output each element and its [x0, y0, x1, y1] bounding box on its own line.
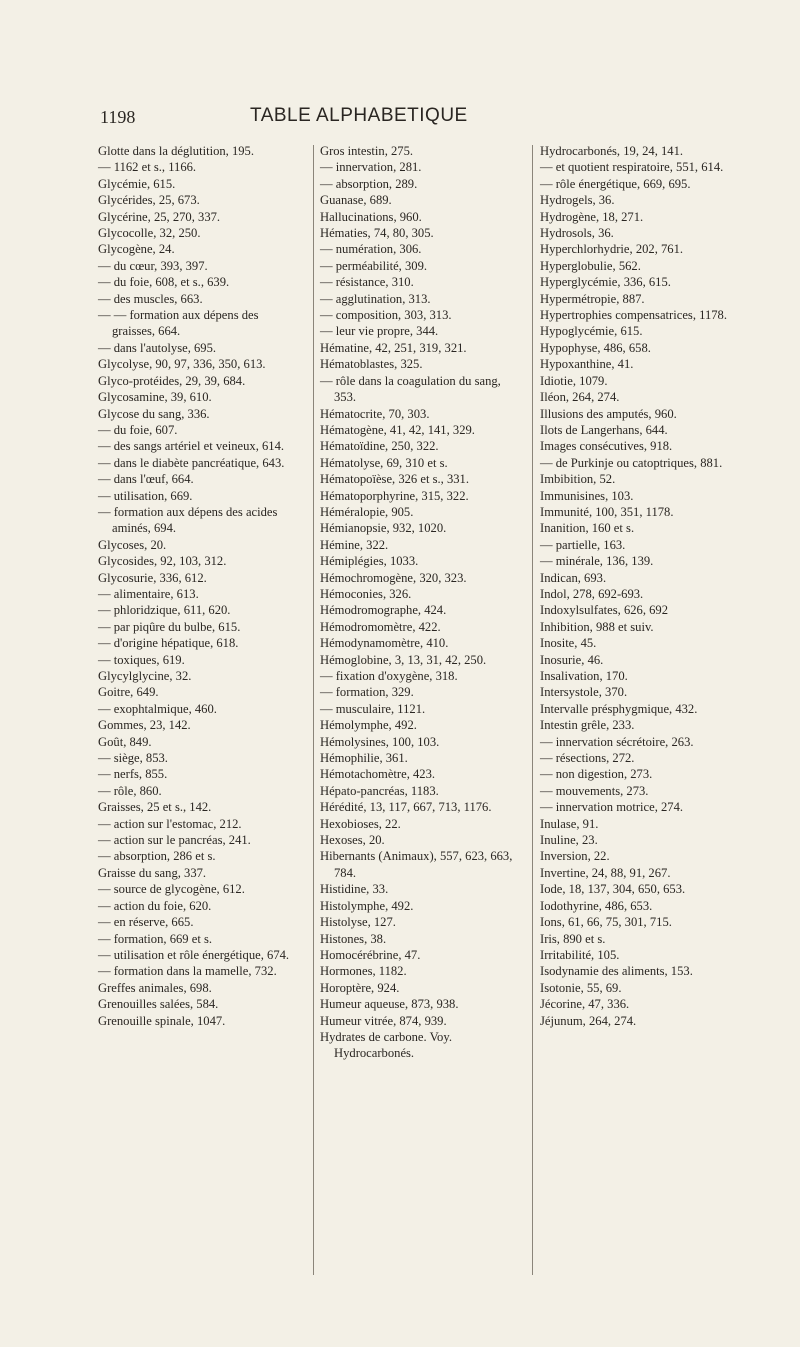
index-entry: — des sangs artériel et veineux, 614. [98, 439, 285, 454]
index-entry: Hibernants (Animaux), 557, 623, 663, 784. [320, 849, 513, 880]
index-entry: Glotte dans la déglutition, 195. [98, 144, 255, 158]
index-entry: Hyperchlorhydrie, 202, 761. [540, 242, 684, 257]
index-entry: — phloridzique, 611, 620. [98, 603, 231, 618]
index-entry: Isotonie, 55, 69. [540, 980, 622, 995]
running-title: TABLE ALPHABETIQUE [250, 105, 468, 126]
index-entry: — dans l'autolyse, 695. [98, 340, 217, 355]
index-entry: — de Purkinje ou catoptriques, 881. [540, 455, 723, 470]
index-entry: Glycosides, 92, 103, 312. [98, 554, 227, 569]
index-entry: Glycoses, 20. [98, 537, 167, 552]
index-entry: Glyco-protéides, 29, 39, 684. [98, 373, 246, 388]
index-entry: — minérale, 136, 139. [540, 554, 654, 569]
index-entry: Inosite, 45. [540, 636, 597, 651]
index-entry: Intestin grêle, 233. [540, 718, 635, 733]
index-entry: — action sur le pancréas, 241. [98, 833, 251, 848]
index-entry: Hormones, 1182. [320, 964, 407, 979]
index-entry: — rôle, 860. [98, 783, 162, 798]
index-entry: — non digestion, 273. [540, 767, 653, 782]
index-entry: — action du foie, 620. [98, 898, 212, 913]
index-entry: — des muscles, 663. [98, 291, 203, 306]
index-entry: Hématine, 42, 251, 319, 321. [320, 340, 467, 355]
index-entry: — partielle, 163. [540, 537, 626, 552]
index-entry: — résections, 272. [540, 751, 635, 766]
index-entry: Histones, 38. [320, 931, 387, 946]
index-entry: Hydrates de carbone. Voy. Hydrocarbonés. [320, 1029, 452, 1061]
index-entry: Graisses, 25 et s., 142. [98, 800, 212, 815]
index-entry: — agglutination, 313. [320, 291, 431, 306]
index-entry: — siège, 853. [98, 751, 168, 766]
index-entry: Idiotie, 1079. [540, 373, 608, 388]
index-entry: Grenouille spinale, 1047. [98, 1013, 226, 1028]
index-entry: Histolymphe, 492. [320, 898, 414, 913]
index-entry: Horoptère, 924. [320, 980, 400, 995]
index-entry: Inulase, 91. [540, 816, 599, 831]
index-entry: Hémotachomètre, 423. [320, 767, 436, 782]
index-entry: Hexobioses, 22. [320, 816, 401, 831]
index-entry: Hypophyse, 486, 658. [540, 340, 651, 355]
index-entry: Iodothyrine, 486, 653. [540, 898, 653, 913]
index-entry: Glycérides, 25, 673. [98, 193, 200, 208]
index-entry: Iléon, 264, 274. [540, 390, 620, 405]
index-entry: — et quotient respiratoire, 551, 614. [540, 160, 724, 175]
index-entry: Hématoblastes, 325. [320, 357, 423, 372]
index-column-2 [320, 143, 518, 1062]
index-entry: Imbibition, 52. [540, 472, 616, 487]
index-entry: Hémoconies, 326. [320, 586, 412, 601]
column-rule [313, 145, 314, 1275]
index-entry: Histolyse, 127. [320, 915, 396, 930]
index-entry: Hémine, 322. [320, 537, 389, 552]
index-entry: Hémianopsie, 932, 1020. [320, 521, 447, 536]
index-entry: — du foie, 608, et s., 639. [98, 275, 230, 290]
index-entry: Hémophilie, 361. [320, 751, 408, 766]
index-entry: Iris, 890 et s. [540, 931, 606, 946]
index-entry: Inhibition, 988 et suiv. [540, 619, 654, 634]
index-entry: Hypertrophies compensatrices, 1178. [540, 308, 727, 323]
index-entry: Hématolyse, 69, 310 et s. [320, 455, 448, 470]
index-entry: — 1162 et s., 1166. [98, 160, 197, 175]
index-entry: Invertine, 24, 88, 91, 267. [540, 865, 671, 880]
index-entry: — innervation sécrétoire, 263. [540, 734, 694, 749]
index-entry: Hydrogels, 36. [540, 193, 615, 208]
index-entry: Indoxylsulfates, 626, 692 [540, 603, 669, 618]
index-entry: Isodynamie des aliments, 153. [540, 964, 693, 979]
index-entry: — du cœur, 393, 397. [98, 258, 208, 273]
index-entry: Gros intestin, 275. [320, 144, 414, 158]
index-entry: — toxiques, 619. [98, 652, 185, 667]
index-entry: Immunité, 100, 351, 1178. [540, 504, 674, 519]
index-entry: Jécorine, 47, 336. [540, 997, 630, 1012]
index-column-3 [540, 143, 738, 1029]
index-entry: Hématogène, 41, 42, 141, 329. [320, 422, 475, 437]
index-entry: Irritabilité, 105. [540, 947, 620, 962]
index-entry: Glycosurie, 336, 612. [98, 570, 207, 585]
index-entry: — composition, 303, 313. [320, 308, 452, 323]
index-entry: Inosurie, 46. [540, 652, 604, 667]
index-column-1 [98, 143, 296, 1029]
index-entry: Inanition, 160 et s. [540, 521, 635, 536]
index-entry: Ilots de Langerhans, 644. [540, 422, 668, 437]
index-entry: Indol, 278, 692-693. [540, 586, 644, 601]
index-entry: Hémodromographe, 424. [320, 603, 447, 618]
index-entry: — mouvements, 273. [540, 783, 649, 798]
index-entry: Glycogène, 24. [98, 242, 175, 257]
index-entry: Hémolysines, 100, 103. [320, 734, 440, 749]
index-entry: Glycosamine, 39, 610. [98, 390, 212, 405]
index-entry: Graisse du sang, 337. [98, 865, 207, 880]
index-entry: Hydrosols, 36. [540, 226, 614, 241]
index-entry: Goût, 849. [98, 734, 152, 749]
index-entry: — rôle énergétique, 669, 695. [540, 176, 691, 191]
index-entry: Iode, 18, 137, 304, 650, 653. [540, 882, 686, 897]
index-entry: Hématopoïèse, 326 et s., 331. [320, 472, 469, 487]
index-entry: Hypoglycémie, 615. [540, 324, 643, 339]
index-entry: Hyperglobulie, 562. [540, 258, 641, 273]
index-entry: — d'origine hépatique, 618. [98, 636, 239, 651]
index-entry: — du foie, 607. [98, 422, 178, 437]
index-entry: Hémodromomètre, 422. [320, 619, 441, 634]
index-entry: Gommes, 23, 142. [98, 718, 191, 733]
index-entry: Hydrogène, 18, 271. [540, 209, 644, 224]
index-entry: Glycémie, 615. [98, 176, 176, 191]
index-entry: — exophtalmique, 460. [98, 701, 217, 716]
index-entry: Inuline, 23. [540, 833, 598, 848]
index-entry: — innervation motrice, 274. [540, 800, 684, 815]
index-entry: Hémiplégies, 1033. [320, 554, 419, 569]
index-entry: Humeur vitrée, 874, 939. [320, 1013, 447, 1028]
index-entry: Hérédité, 13, 117, 667, 713, 1176. [320, 800, 492, 815]
index-entry: Hémodynamomètre, 410. [320, 636, 449, 651]
index-entry: — rôle dans la coagulation du sang, 353. [320, 373, 501, 405]
index-entry: — formation dans la mamelle, 732. [98, 964, 277, 979]
index-entry: Hydrocarbonés, 19, 24, 141. [540, 144, 684, 158]
index-entry: — leur vie propre, 344. [320, 324, 439, 339]
index-entry: — numération, 306. [320, 242, 422, 257]
column-rule [532, 145, 533, 1275]
index-entry: — résistance, 310. [320, 275, 414, 290]
index-entry: Intervalle présphygmique, 432. [540, 701, 698, 716]
index-entry: — dans l'œuf, 664. [98, 472, 194, 487]
index-entry: Ions, 61, 66, 75, 301, 715. [540, 915, 672, 930]
page-number: 1198 [100, 107, 136, 127]
index-entry: Illusions des amputés, 960. [540, 406, 677, 421]
index-entry: — formation, 329. [320, 685, 414, 700]
index-entry: — action sur l'estomac, 212. [98, 816, 242, 831]
index-entry: — utilisation, 669. [98, 488, 193, 503]
index-entry: — musculaire, 1121. [320, 701, 426, 716]
index-entry: — — formation aux dépens des graisses, 664. [98, 308, 259, 339]
index-entry: Glycylglycine, 32. [98, 669, 192, 683]
index-entry: — absorption, 289. [320, 176, 418, 191]
index-entry: Hépato-pancréas, 1183. [320, 783, 439, 798]
index-entry: Glycérine, 25, 270, 337. [98, 209, 221, 224]
index-entry: — dans le diabète pancréatique, 643. [98, 455, 285, 470]
index-entry: Goitre, 649. [98, 685, 159, 700]
index-entry: — formation, 669 et s. [98, 931, 213, 946]
index-entry: — source de glycogène, 612. [98, 882, 245, 897]
index-entry: — par piqûre du bulbe, 615. [98, 619, 241, 634]
index-entry: Intersystole, 370. [540, 685, 628, 700]
index-entry: — perméabilité, 309. [320, 258, 428, 273]
index-entry: Hypermétropie, 887. [540, 291, 645, 306]
index-entry: Hémolymphe, 492. [320, 718, 417, 733]
index-entry: Hématoporphyrine, 315, 322. [320, 488, 469, 503]
index-entry: — alimentaire, 613. [98, 586, 199, 601]
index-entry: Jéjunum, 264, 274. [540, 1013, 637, 1028]
index-entry: Guanase, 689. [320, 193, 392, 208]
index-entry: Glycocolle, 32, 250. [98, 226, 201, 241]
index-entry: Humeur aqueuse, 873, 938. [320, 997, 459, 1012]
index-entry: Hexoses, 20. [320, 833, 385, 848]
index-entry: — nerfs, 855. [98, 767, 168, 782]
index-entry: Images consécutives, 918. [540, 439, 673, 454]
index-entry: Histidine, 33. [320, 882, 389, 897]
index-entry: Hémoglobine, 3, 13, 31, 42, 250. [320, 652, 487, 667]
index-entry: Hypoxanthine, 41. [540, 357, 634, 372]
index-entry: Hémochromogène, 320, 323. [320, 570, 467, 585]
index-entry: Insalivation, 170. [540, 669, 628, 683]
index-entry: Glycolyse, 90, 97, 336, 350, 613. [98, 357, 266, 372]
index-entry: Hyperglycémie, 336, 615. [540, 275, 671, 290]
index-entry: — utilisation et rôle énergétique, 674. [98, 947, 290, 962]
index-entry: Indican, 693. [540, 570, 607, 585]
index-entry: — en réserve, 665. [98, 915, 194, 930]
index-entry: Hallucinations, 960. [320, 209, 422, 224]
index-entry: Immunisines, 103. [540, 488, 634, 503]
index-entry: Hématies, 74, 80, 305. [320, 226, 434, 241]
index-entry: Hématoïdine, 250, 322. [320, 439, 439, 454]
index-entry: Homocérébrine, 47. [320, 947, 421, 962]
index-entry: — innervation, 281. [320, 160, 422, 175]
index-entry: Hématocrite, 70, 303. [320, 406, 430, 421]
index-entry: — formation aux dépens des acides aminés, 694. [98, 504, 278, 536]
index-entry: Greffes animales, 698. [98, 980, 212, 995]
index-entry: — absorption, 286 et s. [98, 849, 216, 864]
index-entry: Héméralopie, 905. [320, 504, 414, 519]
index-entry: Inversion, 22. [540, 849, 610, 864]
index-entry: Grenouilles salées, 584. [98, 997, 219, 1012]
index-entry: Glycose du sang, 336. [98, 406, 210, 421]
index-entry: — fixation d'oxygène, 318. [320, 669, 458, 683]
